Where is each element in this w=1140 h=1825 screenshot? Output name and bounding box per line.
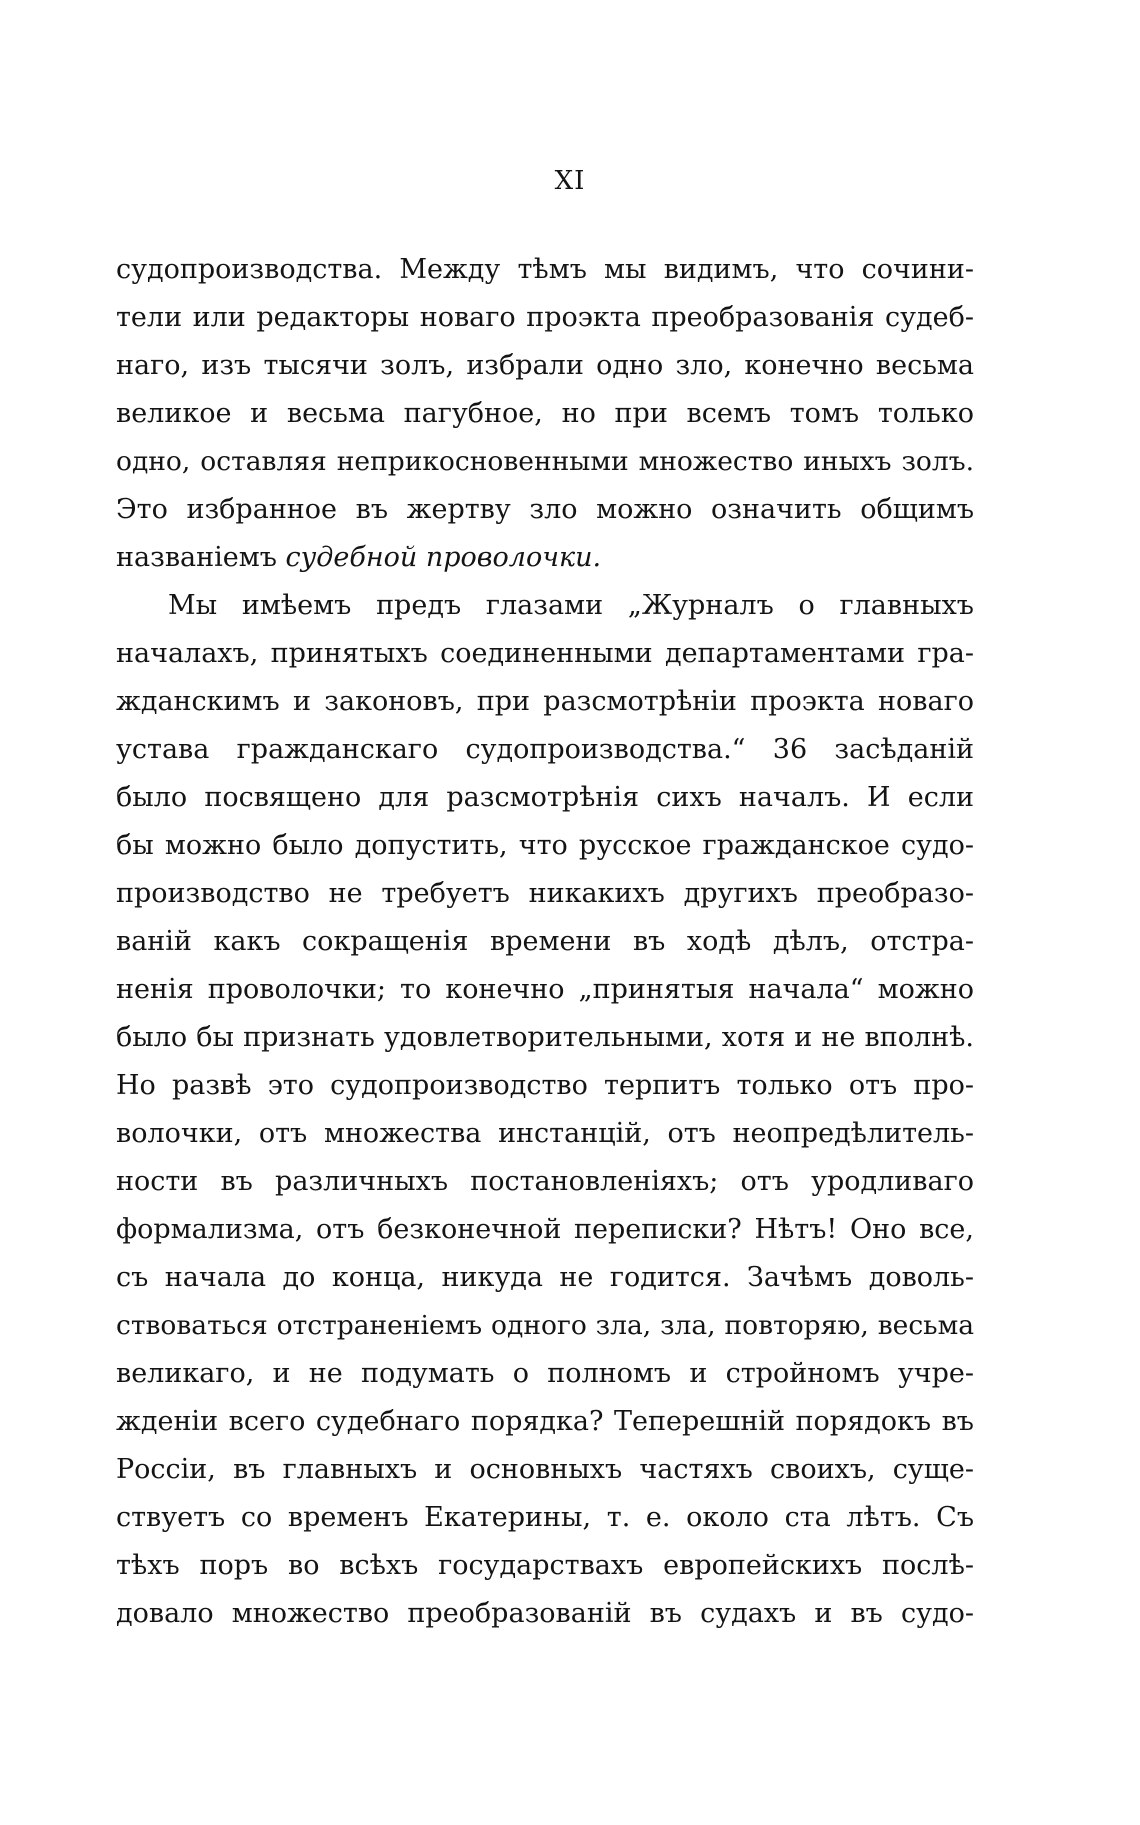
text-line: судопроизводства. Между тѣмъ мы видимъ, что сочини- xyxy=(116,254,974,285)
text-line: было бы признать удовлетворительными, хотя и не вполнѣ. xyxy=(116,1022,974,1053)
text-line: тѣхъ поръ во всѣхъ государствахъ европейскихъ послѣ- xyxy=(116,1550,974,1581)
text-line: наго, изъ тысячи золъ, избрали одно зло, конечно весьма xyxy=(116,350,974,381)
page-number: XI xyxy=(554,166,586,196)
text-line: устава гражданскаго судопроизводства.“ 36 засѣданій xyxy=(116,734,974,765)
text-line: жденіи всего судебнаго порядка? Теперешній порядокъ въ xyxy=(116,1406,974,1437)
text-line: одно, оставляя неприкосновенными множество иныхъ золъ. xyxy=(116,446,974,477)
text-line: тели или редакторы новаго проэкта преобразованія судеб- xyxy=(116,302,974,333)
text-span: названіемъ xyxy=(116,542,286,573)
text-line: бы можно было допустить, что русское гражданское судо- xyxy=(116,830,974,861)
text-line: производство не требуетъ никакихъ другихъ преобразо- xyxy=(116,878,974,909)
text-line: великое и весьма пагубное, но при всемъ томъ только xyxy=(116,398,974,429)
text-line: началахъ, принятыхъ соединенными департаментами гра- xyxy=(116,638,974,669)
text-line: ваній какъ сокращенія времени въ ходѣ дѣлъ, отстра- xyxy=(116,926,974,957)
text-line: ности въ различныхъ постановленіяхъ; отъ уродливаго xyxy=(116,1166,974,1197)
text-line: Это избранное въ жертву зло можно означить общимъ xyxy=(116,494,974,525)
text-line: Но развѣ это судопроизводство терпитъ только отъ про- xyxy=(116,1070,974,1101)
text-line: довало множество преобразованій въ судахъ и въ судо- xyxy=(116,1598,974,1629)
text-line: ненія проволочки; то конечно „принятыя начала“ можно xyxy=(116,974,974,1005)
text-line: великаго, и не подумать о полномъ и стройномъ учре- xyxy=(116,1358,974,1389)
text-line: съ начала до конца, никуда не годится. Зачѣмъ доволь- xyxy=(116,1262,974,1293)
text-line: формализма, отъ безконечной переписки? Нѣтъ! Оно все, xyxy=(116,1214,974,1245)
body-text xyxy=(116,246,974,1638)
text-line: волочки, отъ множества инстанцій, отъ неопредѣлитель- xyxy=(116,1118,974,1149)
text-line: ствоваться отстраненіемъ одного зла, зла, повторяю, весьма xyxy=(116,1310,974,1341)
text-line: было посвящено для разсмотрѣнія сихъ началъ. И если xyxy=(116,782,974,813)
text-line: жданскимъ и законовъ, при разсмотрѣніи проэкта новаго xyxy=(116,686,974,717)
text-line: ствуетъ со временъ Екатерины, т. е. около ста лѣтъ. Съ xyxy=(116,1502,974,1533)
text-line: Россіи, въ главныхъ и основныхъ частяхъ своихъ, суще- xyxy=(116,1454,974,1485)
text-line-indented: Мы имѣемъ предъ глазами „Журналъ о главныхъ xyxy=(168,590,974,621)
italic-phrase: судебной проволочки. xyxy=(285,542,602,573)
text-line-last xyxy=(116,534,974,582)
